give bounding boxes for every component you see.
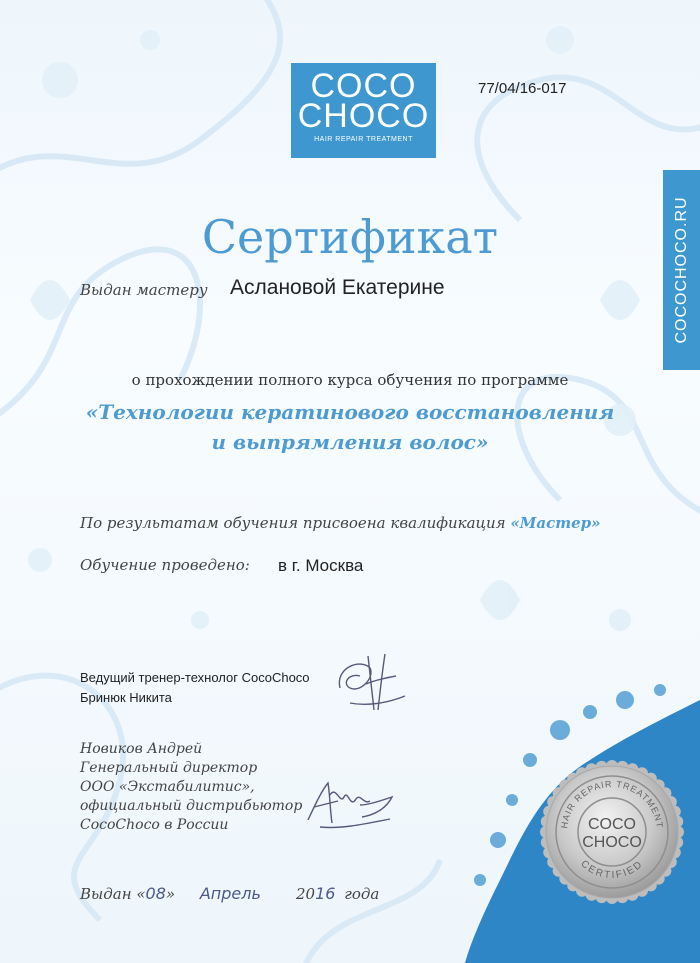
issued-year bbox=[296, 884, 379, 903]
issued-mid: » bbox=[165, 885, 176, 903]
training-city: в г. Москва bbox=[278, 556, 364, 575]
logo-tagline: HAIR REPAIR TREATMENT bbox=[314, 136, 413, 143]
conducted-label: Обучение проведено: bbox=[80, 556, 250, 574]
certified-seal bbox=[537, 757, 687, 907]
year-prefix: 20 bbox=[296, 885, 316, 903]
director-position: Генеральный директор bbox=[80, 760, 258, 776]
logo-line2: CHOCO bbox=[297, 97, 430, 135]
seal-ring-top: HAIR REPAIR TREATMENT bbox=[559, 778, 665, 830]
year-suffix: года bbox=[344, 885, 380, 903]
certificate-number: 77/04/16-017 bbox=[478, 80, 567, 97]
cocochoco-logo bbox=[291, 63, 436, 158]
seal-center-line1: COCO bbox=[588, 816, 636, 833]
qualification-value: «Мастер» bbox=[510, 514, 601, 532]
trainer-block bbox=[80, 668, 310, 708]
program-title-line1: «Технологии кератинового восстановления bbox=[85, 400, 615, 424]
certificate-title: Сертификат bbox=[201, 210, 499, 264]
director-name: Новиков Андрей bbox=[80, 741, 203, 757]
website-label: COCOCHOCO.RU bbox=[672, 196, 690, 344]
trainer-name: Бринюк Никита bbox=[80, 690, 172, 705]
program-title-line2: и выпрямления волос» bbox=[211, 430, 489, 454]
seal-ring-bottom: CERTIFIED bbox=[578, 858, 646, 882]
issued-prefix: Выдан « bbox=[80, 885, 146, 903]
issued-day: 08 bbox=[145, 884, 166, 903]
issued-to-label: Выдан мастеру bbox=[80, 281, 208, 299]
issued-date-line bbox=[80, 884, 261, 903]
seal-center-line2: CHOCO bbox=[582, 834, 642, 851]
director-block bbox=[80, 740, 302, 835]
recipient-name: Аслановой Екатерине bbox=[230, 276, 445, 299]
director-signature bbox=[300, 775, 400, 835]
director-company: ООО «Экстабилитис», bbox=[80, 779, 255, 795]
course-intro-text: о прохождении полного курса обучения по программе bbox=[131, 371, 569, 389]
year-handwritten: 16 bbox=[315, 884, 336, 903]
director-region: CocoChoco в России bbox=[80, 817, 229, 833]
logo-line1: COCO bbox=[310, 67, 417, 105]
qualification-text: По результатам обучения присвоена квалификация bbox=[80, 514, 506, 532]
director-role: официальный дистрибьютор bbox=[80, 798, 303, 814]
trainer-signature bbox=[330, 648, 410, 718]
trainer-role: Ведущий тренер-технолог CocoChoco bbox=[80, 670, 310, 685]
website-side-tab bbox=[663, 170, 700, 370]
program-title bbox=[0, 397, 700, 457]
issued-month: Апрель bbox=[199, 884, 261, 903]
qualification-line bbox=[80, 514, 601, 532]
